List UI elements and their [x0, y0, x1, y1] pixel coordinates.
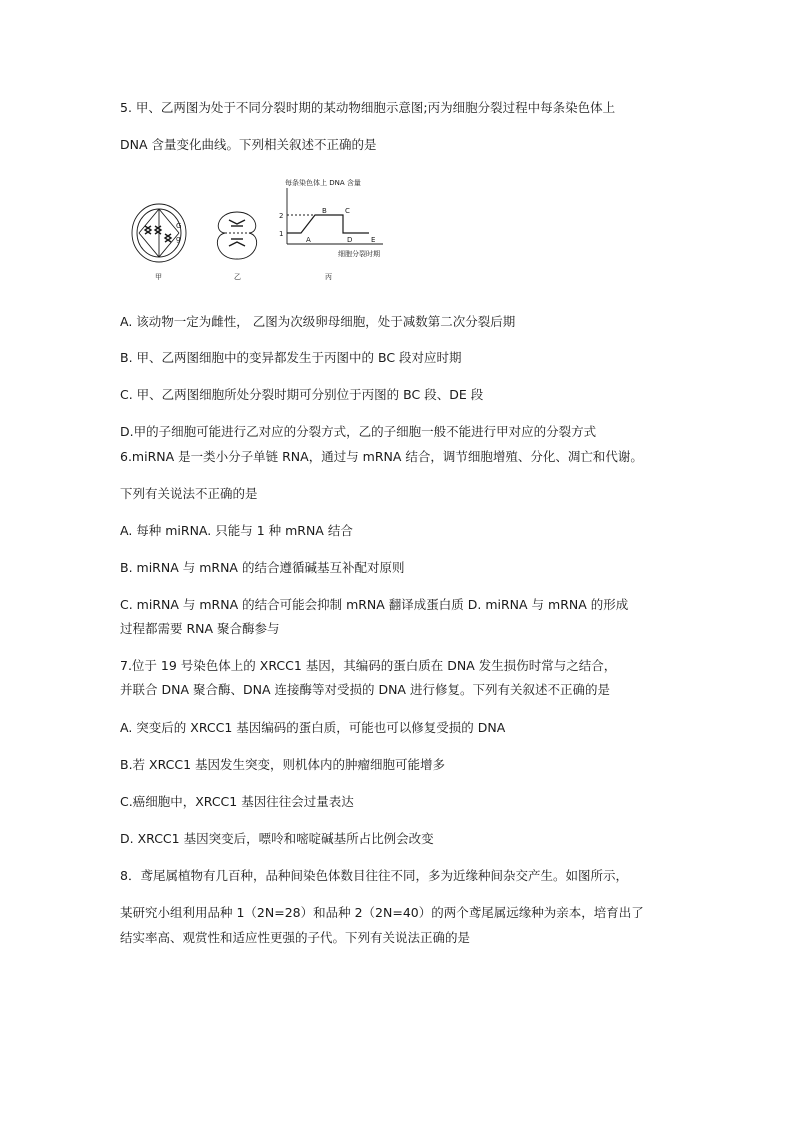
- q8-stem-line1: 8．鸢尾属植物有几百种，品种间染色体数目往往不同，多为近缘种间杂交产生。如图所示，: [120, 868, 628, 883]
- graph-y-tick-2: 2: [279, 212, 284, 220]
- graph-bing: [287, 188, 383, 244]
- cell-yi: [217, 212, 256, 259]
- q5-stem-line2: DNA 含量变化曲线。下列相关叙述不正确的是: [120, 137, 377, 152]
- graph-point-A: A: [306, 236, 311, 244]
- q8-stem-line2: 某研究小组利用品种 1（2N=28）和品种 2（2N=40）的两个鸢尾属远缘种为亲本，培育出了: [120, 905, 644, 920]
- q7-option-c: C.癌细胞中，XRCC1 基因往往会过量表达: [120, 794, 354, 809]
- q8-stem-line3: 结实率高、观赏性和适应性更强的子代。下列有关说法正确的是: [120, 930, 471, 945]
- graph-y-tick-1: 1: [279, 230, 284, 238]
- q5-figure: [125, 176, 395, 286]
- q7-option-b: B.若 XRCC1 基因发生突变，则机体内的肿瘤细胞可能增多: [120, 757, 446, 772]
- q5-stem-line1: 5. 甲、乙两图为处于不同分裂时期的某动物细胞示意图;丙为细胞分裂过程中每条染色体上: [120, 100, 616, 115]
- q6-option-b: B. miRNA 与 mRNA 的结合遵循碱基互补配对原则: [120, 560, 405, 575]
- q6-option-cd-line2: 过程都需要 RNA 聚合酶参与: [120, 621, 280, 636]
- q6-stem-line2: 下列有关说法不正确的是: [120, 486, 258, 501]
- caption-bing: 丙: [325, 273, 332, 281]
- q5-figure-drawing: [125, 176, 395, 286]
- cell-label-G: G: [176, 222, 182, 230]
- q6-option-a: A. 每种 miRNA. 只能与 1 种 mRNA 结合: [120, 523, 353, 538]
- caption-yi: 乙: [234, 273, 241, 281]
- q7-stem-line1: 7.位于 19 号染色体上的 XRCC1 基因，其编码的蛋白质在 DNA 发生损伤时常与之结合，: [120, 658, 617, 673]
- q5-option-d: D.甲的子细胞可能进行乙对应的分裂方式，乙的子细胞一般不能进行甲对应的分裂方式: [120, 424, 597, 439]
- q7-option-a: A. 突变后的 XRCC1 基因编码的蛋白质，可能也可以修复受损的 DNA: [120, 720, 506, 735]
- q5-option-b: B. 甲、乙两图细胞中的变异都发生于丙图中的 BC 段对应时期: [120, 350, 462, 365]
- graph-y-label: 每条染色体上 DNA 含量: [285, 179, 361, 187]
- cell-jia: [132, 204, 186, 262]
- graph-point-C: C: [345, 207, 350, 215]
- graph-point-E: E: [371, 236, 376, 244]
- q6-stem-line1: 6.miRNA 是一类小分子单链 RNA，通过与 mRNA 结合，调节细胞增殖、分化、凋亡和代谢。: [120, 449, 643, 464]
- q5-option-a: A. 该动物一定为雌性， 乙图为次级卵母细胞，处于减数第二次分裂后期: [120, 314, 516, 329]
- q7-stem-line2: 并联合 DNA 聚合酶、DNA 连接酶等对受损的 DNA 进行修复。下列有关叙述不正确的是: [120, 682, 610, 697]
- q6-option-cd-line1: C. miRNA 与 mRNA 的结合可能会抑制 mRNA 翻译成蛋白质 D. miRNA 与 mRNA 的形成: [120, 597, 629, 612]
- graph-x-label: 细胞分裂时期: [338, 250, 380, 258]
- graph-point-B: B: [322, 207, 327, 215]
- q5-option-c: C. 甲、乙两图细胞所处分裂时期可分别位于丙图的 BC 段、DE 段: [120, 387, 484, 402]
- q7-option-d: D. XRCC1 基因突变后，嘌呤和嘧啶碱基所占比例会改变: [120, 831, 434, 846]
- cell-label-g: g: [176, 235, 181, 243]
- caption-jia: 甲: [155, 273, 162, 281]
- graph-point-D: D: [347, 236, 353, 244]
